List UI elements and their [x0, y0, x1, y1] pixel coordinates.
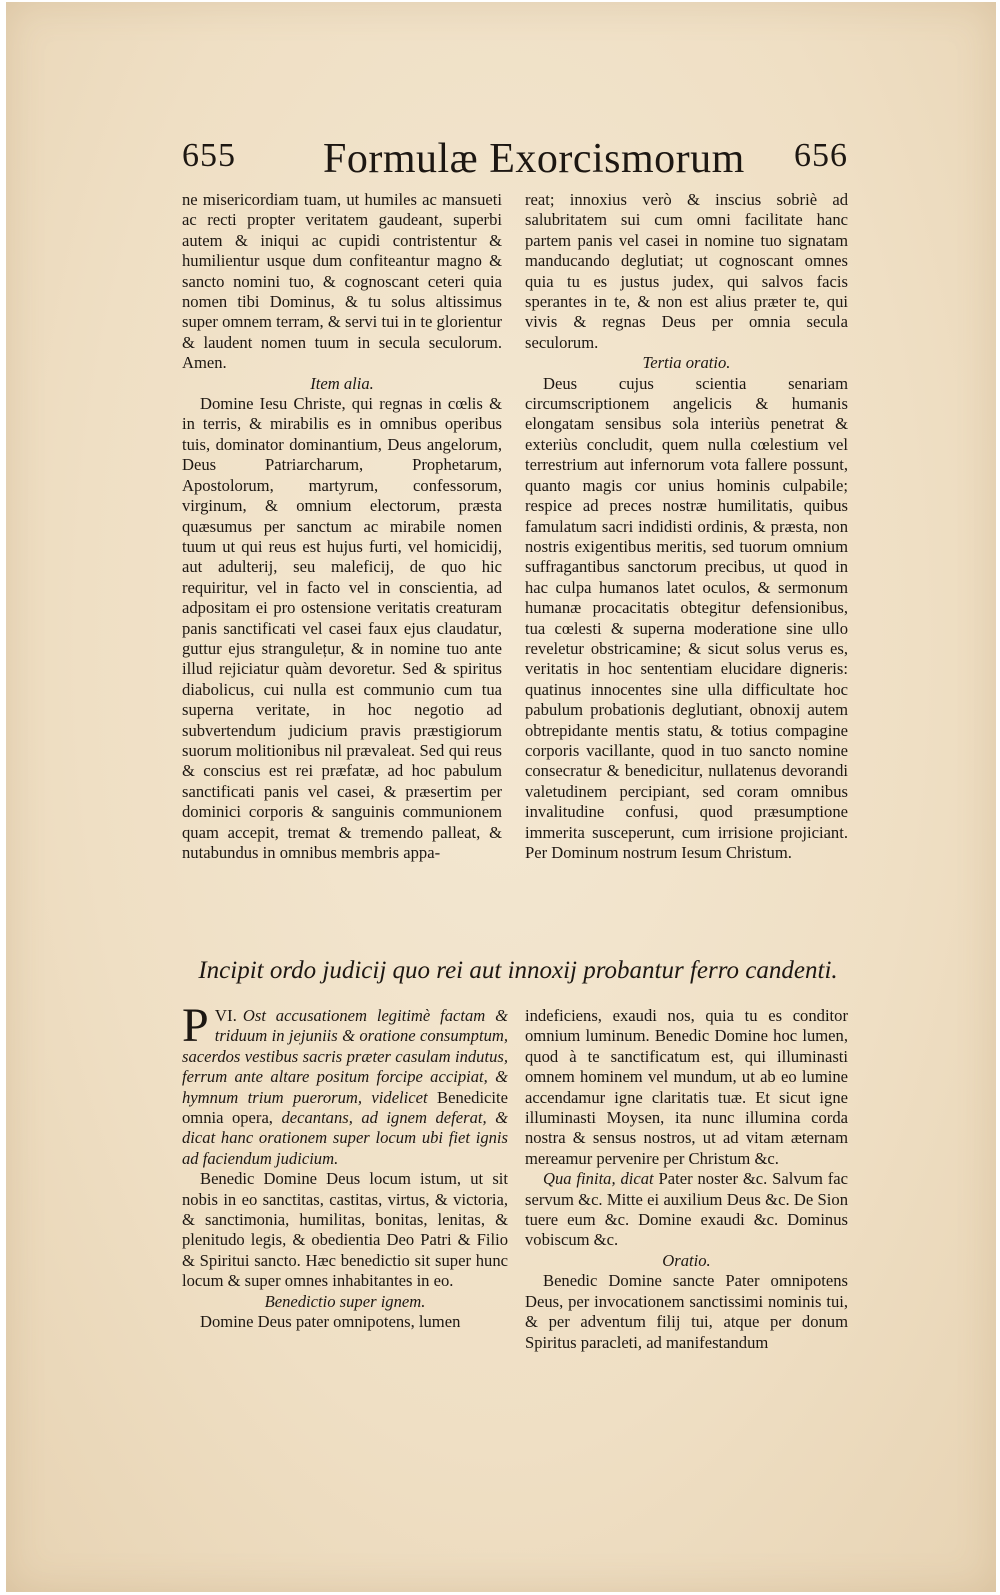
book-page	[6, 2, 996, 1592]
paragraph: Domine Deus pater omnipotens, lumen	[200, 1312, 461, 1332]
column-bottom-left	[182, 999, 509, 1333]
prayer-text: Pater noster &c. Salvum fac servum &c. Mitte ei auxilium Deus &c. De Sion tuere eum &c. Domine exaudi &c. Dominus vobiscum &c.	[525, 1169, 848, 1250]
running-header	[6, 135, 996, 185]
paragraph: Benedic Domine Deus locum istum, ut sit nobis in eo sanctitas, castitas, virtus, & victoria, & sanctimonia, humilitas, bonitas, lenitas, & plenitudo legis, & obedientia Deo Patri & Filio & Spiritui sancto. Hæc benedictio sit super hunc locum & super omnes inhabitantes in eo.	[182, 1169, 508, 1291]
column-top-left	[182, 190, 502, 863]
paragraph: ne misericordiam tuam, ut humiles ac mansueti ac recti propter veritatem gaudeant, superbi autem & iniqui ac cupidi contristentur & humilientur usque dum confiteantur magno & sancto nomini tuo, & cognoscant ceteri quia nomen tibi Dominus, & tu solus altissimus super omnem terram, & servi tui in te glorientur & laudent nomen tuum in secula seculorum. Amen.	[182, 190, 502, 373]
page-number-left: 655	[182, 137, 236, 174]
rubric-text: Qua finita, dicat	[543, 1169, 654, 1189]
hymn-incipit: Benedicite omnia opera,	[182, 1087, 508, 1128]
rubric-text-end: decantans, ad ignem deferat, & dicat hanc orationem super locum ubi fiet ignis ad faciendum judicium.	[182, 1108, 509, 1168]
paragraph	[525, 1169, 848, 1251]
paragraph: Deus cujus scientia senariam circumscriptionem angelicis & humanis elongatam sensibus sola interiùs penetrat & exteriùs concludit, quem nulla cœlestium vel terrestrium aut infernorum vota fallere possunt, quanto magis cor unius hominis culpabile; respice ad preces nostræ humilitatis, quibus famulatum sacri indidisti ordinis, & præsta, non nostris exigentibus meritis, sed tuorum omnium suffragantibus sanctorum precibus, ut quod in hac culpa humanos latet oculos, & sermonum humanæ procacitatis obtegitur defensionibus, tua cœlesti & superna moderatione sine ullo reveletur obstricamine; & sicut solus verus es, veritatis in hoc sententiam elucidare digneris: quatinus innocentes sine ulla difficultate hoc pabulum probationis deglutiant, obnoxij autem obtrepidante mentis statu, & totius compagine corporis vacillante, quod in tuo sancto nomine consecratur & benedicitur, nullatenus devorandi valetudinem percipiant, sed coram omnibus invalitudine confusi, quod præsumptione immerita susceperunt, cum irrisione projiciant. Per Dominum nostrum Iesum Christum.	[525, 373, 848, 862]
paragraph: Benedic Domine sancte Pater omnipotens Deus, per invocationem sanctissimi nominis tui, & per adventum filij tui, atque per donum Spiritus paracleti, ad manifestandum	[525, 1271, 848, 1352]
column-top-right	[525, 190, 848, 863]
running-title: Formulæ Exorcismorum	[323, 136, 745, 182]
page-number-right: 656	[794, 137, 848, 174]
section-title: Tertia oratio.	[642, 353, 731, 373]
section-title: Oratio.	[662, 1250, 711, 1270]
rubric-paragraph	[182, 999, 509, 1169]
section-number: VI.	[214, 1006, 237, 1025]
column-bottom-right	[525, 1006, 848, 1353]
section-title: Benedictio super ignem.	[264, 1291, 426, 1311]
section-title: Item alia.	[310, 373, 374, 393]
paragraph: Domine Iesu Christe, qui regnas in cœlis & in terris, & mirabilis es in omnibus operibus tuis, dominator dominantium, Deus angelorum, Deus Patriarcharum, Prophetarum, Apostolorum, martyrum, confessorum, virginum, & omnium electorum, præsta quæsumus per sanctum ac mirabile nomen tuum ut qui reus est hujus furti, vel homicidij, aut adulterij, seu maleficij, de quo hic requiritur, vel in facto vel in conscientia, ad adpositam ei pro ostensione veritatis creaturam panis sanctificati vel casei faux ejus claudatur, guttur ejus strangulețur, & in nomine tuo ante illud rejiciatur quàm devoretur. Sed & spiritus diabolicus, cui nulla est communio cum tua superna veritate, in hoc negotio ad subvertendum judicium pravis præstigiorum suorum molitionibus nil prævaleat. Sed qui reus & conscius est rei præfatæ, ad hoc pabulum sanctificati panis vel casei, & præsertim per dominici corporis & sanguinis communionem quam accepit, tremat & tremendo palleat, & nutabundus in omnibus membris appa-	[182, 394, 502, 862]
chapter-heading: Incipit ordo judicij quo rei aut innoxij probantur ferro candenti.	[198, 957, 838, 984]
paragraph: reat; innoxius verò & inscius sobriè ad salubritatem sui cum omni facilitate hanc partem panis vel casei in nomine tuo signatam manducando deglutiat; ut cognoscant omnes quia tu es justus judex, qui salvos facis sperantes in te, & non est alius præter te, qui vivis & regnas Deus per omnia secula seculorum.	[525, 190, 848, 352]
paragraph: indeficiens, exaudi nos, quia tu es conditor omnium luminum. Benedic Domine hoc lumen, quod à te sanctificatum est, qui illuminasti omnem hominem vel mundum, ut ab eo lumine accendamur igne claritatis tuæ. Et sicut igne illuminasti Moysen, ita nunc illumina corda nostra & sensus nostros, ut ad vitam æternam mereamur pervenire per Christum &c.	[525, 1006, 848, 1168]
drop-capital: P	[182, 999, 209, 1052]
rubric-text: Ost accusationem legitimè factam & triduum in jejuniis & oratione consumptum, sacerdos vestibus sacris præter casulam indutus, ferrum ante altare positum forcipe accipiat, & hymnum trium puerorum, videlicet	[182, 1006, 508, 1107]
